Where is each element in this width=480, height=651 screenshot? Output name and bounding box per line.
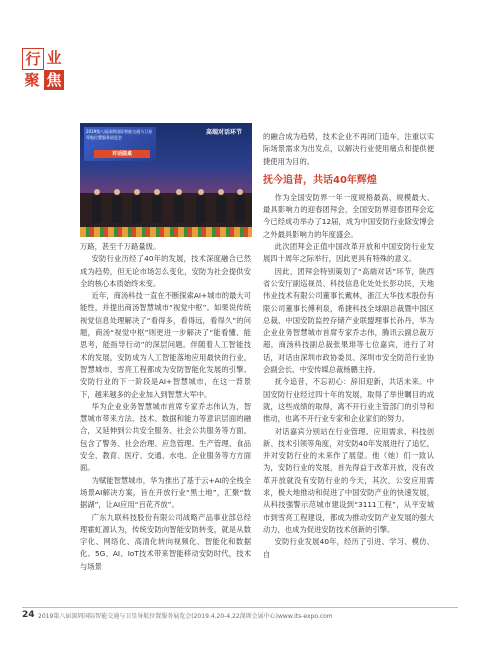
panel-speaker xyxy=(132,195,142,223)
panel-speaker xyxy=(216,195,226,223)
paragraph: 此次团拜会正值中国改革开放和中国安防行业发展四十周年之际举行，因此更具有特殊的意义。 xyxy=(263,242,434,264)
section-logo-char: 业 xyxy=(46,49,62,67)
photo-banner: 对话圆桌 xyxy=(94,150,150,158)
section-logo xyxy=(22,48,68,92)
panel-speaker xyxy=(235,195,245,223)
paragraph: 作为全国安防界一年一度规格最高、规模最大、最具影响力的迎春团拜会，全国安防界迎春团拜会迄今已经成功举办了12届，成为中国安防行业除安博会之外最具影响力的年度盛会。 xyxy=(263,192,434,239)
paragraph: 为赋能智慧城市，华为推出了基于云+AI的全栈全场景AI解决方案，旨在开放行业“黑土地”，汇聚“数据湖”，让AI应用“百花齐放”。 xyxy=(80,475,251,510)
panel-speaker xyxy=(152,195,162,223)
paragraph: 广东九联科技股份有限公司战略产品事业部总经理霍虹源认为，传统安防向智能安防转变，就是从数字化、网络化、高清化转向视频化、智能化和数据化。5G、AI、IoT技术带来智能移动安防时代，技术与场景 xyxy=(80,512,251,571)
paragraph: 安防行业历经了40年的发展，技术深度融合已然成为趋势，但无论市场怎么变化，安防为社会提供安全的核心本质始终未变。 xyxy=(80,254,251,288)
paragraph: 对话嘉宾分别站在行业管理、应用需求、科技创新、技术引领等角度，对安防40年发展进行了追忆，并对安防行业的未来作了展望。他（她）们一致认为，安防行业的发展，首先得益于改革开放，没有改革开放就没有安防行业的今天，其次，公安应用需求，极大地推动和促进了中国安防产业的快速发展，从科技强警示范城市建设到“3111工程”，从平安城市到雪亮工程建设，都成为推动安防产业发展的强大动力，也成为促进安防技术创新的引擎。 xyxy=(263,426,434,534)
photo-screen: 2019第八届深圳国际智能交通与卫星导航位置服务展览会 xyxy=(84,127,156,161)
section-logo-char: 聚 xyxy=(24,71,40,89)
paragraph: 万路，甚至千万路量级。 xyxy=(80,242,161,251)
right-column xyxy=(263,131,434,561)
panel-speaker xyxy=(92,195,102,223)
section-logo-char: 焦 xyxy=(44,70,64,90)
paragraph: 安防行业发展40年，经历了引进、学习、模仿、自 xyxy=(263,537,434,559)
left-column xyxy=(80,241,251,573)
paragraph: 的融合成为趋势，技术企业不再闭门造车，注重以实际场景需求为出发点，以解决行业使用痛点和提供便捷使用为目的。 xyxy=(263,132,434,166)
section-heading: 抚今追昔，共话40年辉煌 xyxy=(263,174,377,186)
panel-speaker xyxy=(196,195,206,223)
paragraph: 因此，团拜会特别策划了“高端对话”环节，陕西省公安厅副巡视员、科技信息化处处长彭功民，天地伟业技术有限公司董事长戴林，浙江大华技术股份有限公司董事长傅利泉，希捷科技全球副总裁暨中国区总裁、中国安防监控存储产业联盟理事长孙丹，华为企业业务智慧城市首席专家乔志伟，腾讯云副总裁万超，商汤科技副总裁张果琲等七位嘉宾，进行了对话，对话由深圳市政协委员、深圳市安全防范行业协会副会长、中安传媒总裁杨鹏主持。 xyxy=(263,266,434,375)
photo-title: 高端对话环节 xyxy=(205,129,242,136)
paragraph: 抚今追昔，不忘初心：辞旧迎新，共话未来。中国安防行业经过四十年的发展，取得了举世瞩目的成就，这些成绩的取得，离不开行业主管部门的引导和推动，也离不开行业专家和企业家们的努力。 xyxy=(263,377,434,424)
footer-divider xyxy=(22,607,458,608)
page-footer xyxy=(22,610,458,620)
panel-speaker xyxy=(112,195,122,223)
page-number: 24 xyxy=(22,610,35,620)
photo-flowers xyxy=(80,227,252,237)
panel-speaker xyxy=(174,195,184,223)
footer-text: 2019第八届深圳国际智能交通与卫星导航位置服务展览会(2019.4.20-4.22深圳会展中心)www.its-expo.com xyxy=(38,613,333,620)
dialogue-photo xyxy=(80,123,252,237)
paragraph: 华为企业业务智慧城市首席专家乔志伟认为，智慧城市带来方法、技术、数据和能力等意识层面的融合，又延伸到公共安全服务、社会公共服务等方面，包含了警务、社会治理、应急管理、生产管理、食品安全、教育、医疗、交通、水电、企业服务等方方面面。 xyxy=(80,401,251,473)
section-logo-char: 行 xyxy=(22,48,44,70)
paragraph: 近年，商汤科技一直在不断探索AI+城市的最大可能性，并提出商汤智慧城市“视觉中枢”。如果说传统视觉信息处理解决了“看得多，看得远，看得久”的问题，商汤“视觉中枢”则更进一步解决了“能看懂、能思考，能指导行动”的深层问题。伴随着人工智能技术的发展，安防成为人工智能落地应用最快的行业，智慧城市、雪亮工程都成为安防智能化发展的引擎。安防行业的下一阶段是AI+智慧城市，在这一背景下，越来越多的企业加入到智慧大军中。 xyxy=(80,291,251,399)
